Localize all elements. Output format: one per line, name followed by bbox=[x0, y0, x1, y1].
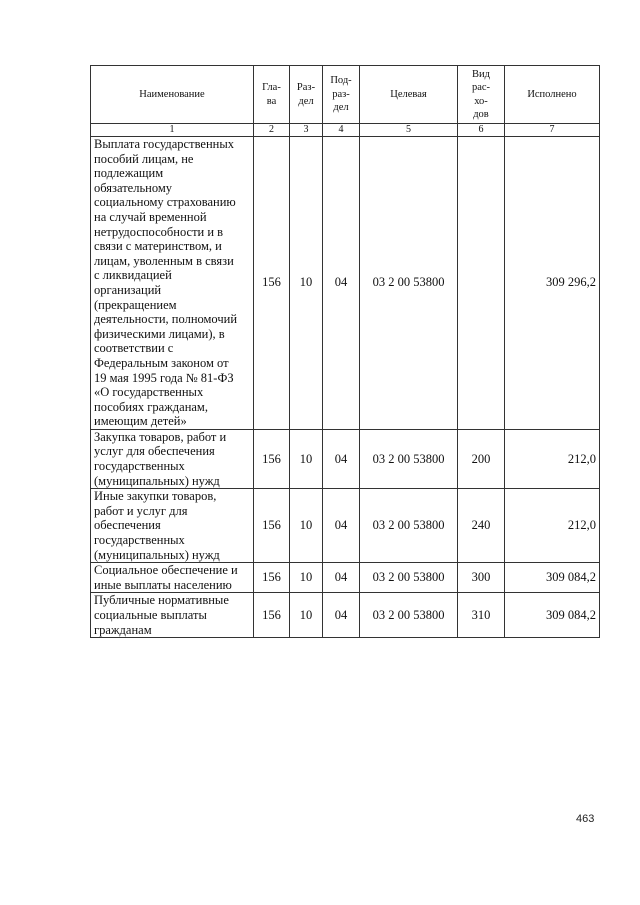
row-razdel: 10 bbox=[290, 489, 323, 563]
row-target: 03 2 00 53800 bbox=[360, 593, 458, 638]
row-amount: 212,0 bbox=[505, 489, 600, 563]
column-number: 2 bbox=[254, 124, 290, 137]
budget-table bbox=[90, 65, 600, 638]
row-name: Закупка товаров, работ и услуг для обеспечения государственных (муниципальных) нужд bbox=[91, 429, 254, 488]
row-razdel: 10 bbox=[290, 563, 323, 593]
column-number: 3 bbox=[290, 124, 323, 137]
table-row bbox=[91, 593, 600, 638]
row-amount: 309 084,2 bbox=[505, 593, 600, 638]
table-row bbox=[91, 137, 600, 430]
row-glava: 156 bbox=[254, 593, 290, 638]
header-row bbox=[91, 66, 600, 124]
header-expense-type: Вид рас- хо- дов bbox=[458, 66, 505, 124]
row-amount: 212,0 bbox=[505, 429, 600, 488]
row-glava: 156 bbox=[254, 563, 290, 593]
row-razdel: 10 bbox=[290, 593, 323, 638]
row-razdel: 10 bbox=[290, 137, 323, 430]
column-number: 6 bbox=[458, 124, 505, 137]
row-glava: 156 bbox=[254, 489, 290, 563]
row-target: 03 2 00 53800 bbox=[360, 137, 458, 430]
row-target: 03 2 00 53800 bbox=[360, 429, 458, 488]
header-executed: Исполнено bbox=[505, 66, 600, 124]
row-expense-type: 240 bbox=[458, 489, 505, 563]
header-glava: Гла- ва bbox=[254, 66, 290, 124]
row-glava: 156 bbox=[254, 429, 290, 488]
table-row bbox=[91, 489, 600, 563]
row-name: Выплата государственных пособий лицам, не подлежащим обязательному социальному страхованию на случай временной нетрудоспособности и в связи с материнством, и лицам, уволенным в связи с ликвидацией организаций (прекращением деятельности, полномочий физическими лицами), в соответствии с Федеральным законом от 19 мая 1995 года № 81-ФЗ «О государственных пособиях гражданам, имеющим детей» bbox=[91, 137, 254, 430]
column-number: 5 bbox=[360, 124, 458, 137]
header-target: Целевая bbox=[360, 66, 458, 124]
header-name: Наименование bbox=[91, 66, 254, 124]
header-razdel: Раз- дел bbox=[290, 66, 323, 124]
row-target: 03 2 00 53800 bbox=[360, 563, 458, 593]
row-name: Иные закупки товаров, работ и услуг для обеспечения государственных (муниципальных) нужд bbox=[91, 489, 254, 563]
row-amount: 309 296,2 bbox=[505, 137, 600, 430]
page-number: 463 bbox=[576, 813, 595, 825]
row-glava: 156 bbox=[254, 137, 290, 430]
row-expense-type: 200 bbox=[458, 429, 505, 488]
row-podrazdel: 04 bbox=[323, 593, 360, 638]
header-podrazdel: Под- раз- дел bbox=[323, 66, 360, 124]
column-number: 7 bbox=[505, 124, 600, 137]
row-podrazdel: 04 bbox=[323, 489, 360, 563]
table-row bbox=[91, 563, 600, 593]
column-number: 1 bbox=[91, 124, 254, 137]
row-podrazdel: 04 bbox=[323, 563, 360, 593]
row-razdel: 10 bbox=[290, 429, 323, 488]
column-number-row bbox=[91, 124, 600, 137]
column-number: 4 bbox=[323, 124, 360, 137]
row-podrazdel: 04 bbox=[323, 137, 360, 430]
row-name: Социальное обеспечение и иные выплаты населению bbox=[91, 563, 254, 593]
row-target: 03 2 00 53800 bbox=[360, 489, 458, 563]
row-expense-type: 310 bbox=[458, 593, 505, 638]
row-amount: 309 084,2 bbox=[505, 563, 600, 593]
row-expense-type bbox=[458, 137, 505, 430]
row-name: Публичные нормативные социальные выплаты гражданам bbox=[91, 593, 254, 638]
row-podrazdel: 04 bbox=[323, 429, 360, 488]
row-expense-type: 300 bbox=[458, 563, 505, 593]
table-row bbox=[91, 429, 600, 488]
